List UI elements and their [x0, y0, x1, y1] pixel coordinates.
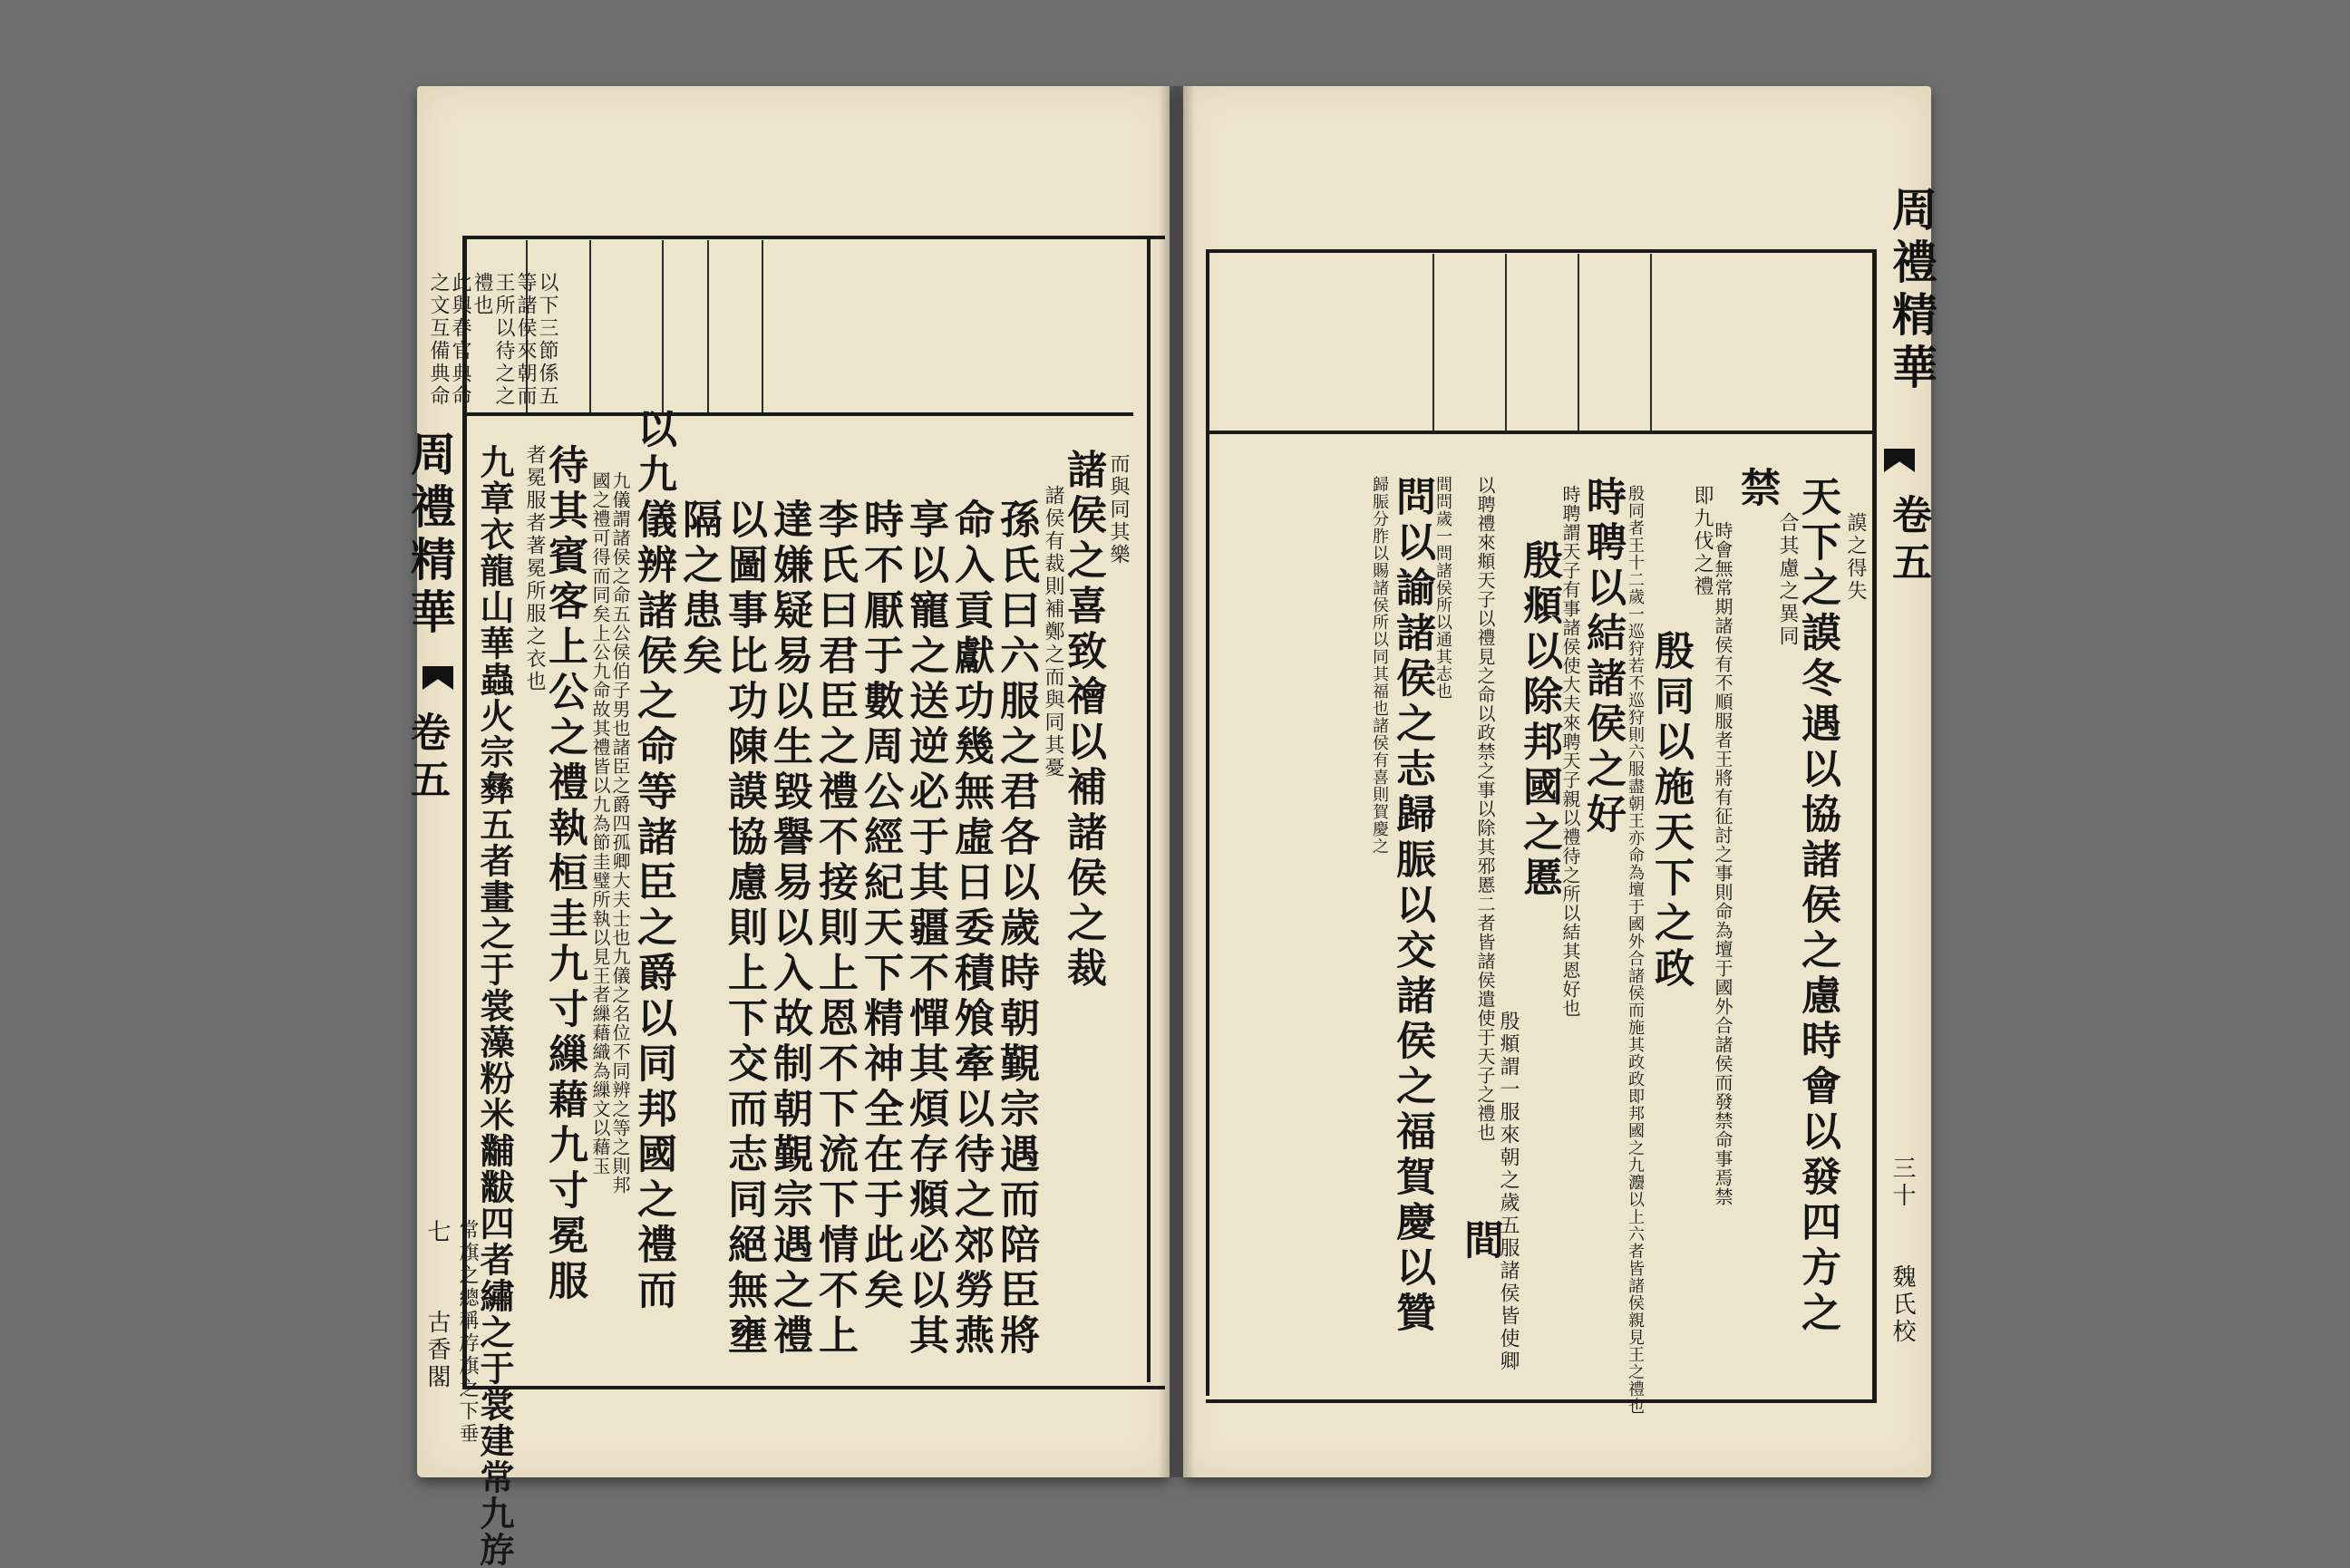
band-note: 禮也 — [471, 272, 493, 317]
right-header-band-rule — [1206, 431, 1872, 434]
main-column: 時聘以結諸侯之好 — [1579, 476, 1626, 838]
main-column: 間 — [1457, 1219, 1503, 1264]
note-column: 國之禮可得而同矣上公九命故其禮皆以九為節圭璧所執以見王者繅藉織為繅文以藉玉 — [589, 471, 611, 1176]
margin-book-title: 周禮精華 — [403, 431, 457, 641]
main-column: 享以寵之送逆必于其疆不憚其煩存頫必以其 — [902, 498, 948, 1360]
note-column: 間問歲一問諸侯所以通其志也 — [1433, 476, 1452, 700]
note-column: 歸脤分胙以賜諸侯所以同其福也諸侯有喜則賀慶之 — [1370, 476, 1389, 855]
margin-publisher: 古香閣 — [423, 1310, 451, 1391]
main-column: 待其賓客上公之禮執桓圭九寸繅藉九寸冕服 — [541, 444, 588, 1305]
main-column: 以九儀辨諸侯之命等諸臣之爵以同邦國之禮而 — [630, 408, 676, 1314]
main-column: 天下之謨冬遇以協諸侯之慮時會以發四方之 — [1794, 476, 1840, 1337]
band-note: 等諸侯來朝而 — [514, 272, 537, 408]
note-column: 者冕服者著冕所服之衣也 — [523, 444, 546, 693]
main-column: 殷頫以除邦國之慝 — [1516, 539, 1562, 902]
main-column: 問以諭諸侯之志歸脤以交諸侯之福賀慶以贊 — [1389, 476, 1435, 1337]
main-column: 禁 — [1733, 467, 1780, 512]
main-column: 九章衣龍山華蟲火宗彝五者畫之于裳藻粉米黼黻四者繡之于裳建常九斿 — [474, 444, 515, 1568]
main-column: 達嫌疑易以生毀譽易以入故制朝覲宗遇之禮 — [766, 498, 812, 1360]
main-column: 李氏曰君臣之禮不接則上恩不下流下情不上 — [811, 498, 858, 1360]
band-note: 王所以待之之 — [492, 272, 515, 408]
note-column: 諸侯有裁則補鄭之而與同其憂 — [1042, 485, 1064, 779]
margin-folio: 七 — [423, 1219, 451, 1246]
note-column: 以聘禮來頫天子以禮見之命以政禁之事以除其邪慝二者皆諸侯遣使于天子之禮也 — [1474, 476, 1496, 1142]
right-center-rule — [1206, 249, 1209, 1396]
main-column: 諸侯之喜致禬以補諸侯之裁 — [1060, 449, 1106, 992]
note-column: 合其慮之異同 — [1776, 512, 1799, 648]
margin-volume: 卷五 — [403, 711, 450, 806]
note-column: 常旗之總稱斿旗之下垂 — [456, 1219, 479, 1446]
margin-book-title: 周禮精華 — [1885, 186, 1938, 396]
band-note: 之文互備典命 — [427, 272, 450, 408]
margin-publisher: 魏氏校 — [1889, 1264, 1916, 1346]
band-note: 此與春官典命 — [449, 272, 471, 408]
main-column: 時不厭于數周公經紀天下精神全在于此矣 — [857, 498, 903, 1314]
margin-volume: 卷五 — [1885, 494, 1931, 588]
band-note: 以下三節係五 — [536, 272, 558, 408]
open-book — [403, 86, 1938, 1568]
main-column: 命入貢獻功幾無虛日委積飧牽以待之郊勞燕 — [947, 498, 994, 1360]
note-column: 謨之得失 — [1844, 512, 1867, 603]
main-column: 隔之患矣 — [675, 498, 722, 680]
margin-folio: 三十 — [1889, 1156, 1916, 1210]
main-column: 以圖事比功陳謨協慮則上下交而志同絕無壅 — [721, 498, 767, 1360]
note-column: 殷同者王十二歲一巡狩若不巡狩則六服盡朝王亦命為壇于國外合諸侯而施其政政即邦國之九灋以上六者皆諸侯親見王之禮也 — [1626, 485, 1645, 1415]
note-column: 即九伐之禮 — [1691, 485, 1714, 598]
note-column: 而與同其樂 — [1107, 453, 1130, 566]
main-column: 孫氏曰六服之君各以歲時朝覲宗遇而陪臣將 — [993, 498, 1039, 1360]
note-column: 九儀謂諸侯之命五公侯伯子男也諸臣之爵四孤卿大夫士也九儀之名位不同辨之等之則邦 — [609, 471, 631, 1195]
note-column: 時會無常期諸侯有不順服者王將有征討之事則命為壇于國外合諸侯而發禁命事焉禁 — [1712, 521, 1733, 1206]
main-column: 殷同以施天下之政 — [1647, 630, 1694, 992]
left-center-rule — [1147, 236, 1151, 1382]
note-column: 時聘謂天子有事諸侯使大夫來聘天子親以禮待之所以結其恩好也 — [1559, 485, 1581, 1018]
left-header-band-rule — [462, 412, 1133, 416]
note-column: 殷頫謂一服來朝之歲五服諸侯皆使卿 — [1497, 1011, 1520, 1373]
